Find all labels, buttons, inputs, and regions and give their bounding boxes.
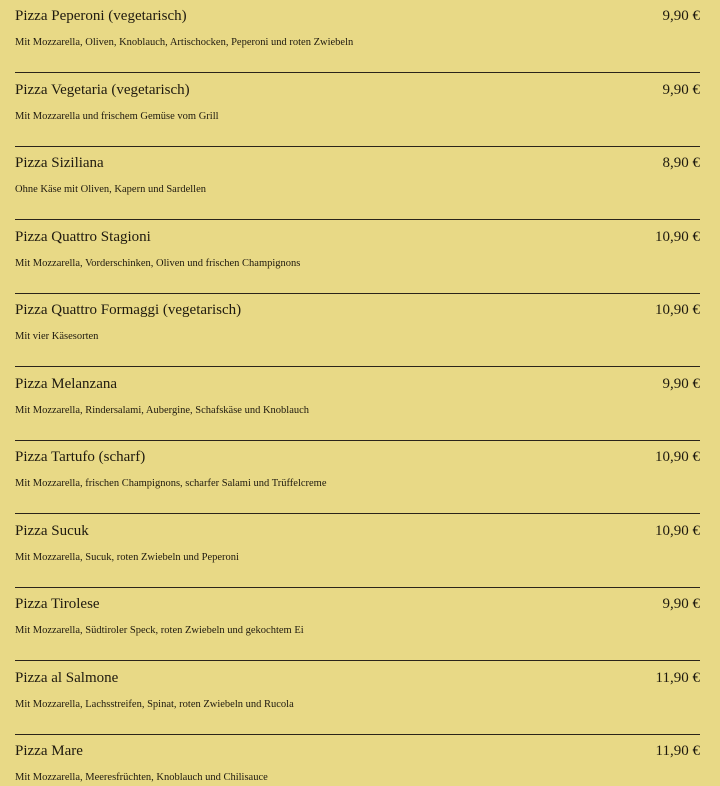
menu-item [15,294,700,367]
item-price: 10,90 € [655,228,700,245]
item-price: 10,90 € [655,302,700,318]
item-name: Pizza Quattro Formaggi (vegetarisch) [15,302,242,318]
item-name: Pizza Quattro Stagioni [15,228,151,245]
item-name: Pizza Melanzana [15,375,118,392]
item-name: Pizza Vegetaria (vegetarisch) [15,81,190,98]
item-price: 10,90 € [655,522,700,539]
item-description: Mit Mozzarella, Oliven, Knoblauch, Artischocken, Peperoni und roten Zwiebeln [15,37,354,48]
item-description: Mit Mozzarella, Vorderschinken, Oliven und frischen Champignons [15,257,301,269]
item-price: 10,90 € [655,449,700,465]
item-price: 9,90 € [662,375,700,392]
item-description: Mit Mozzarella, Meeresfrüchten, Knoblauch und Chilisauce [15,772,268,783]
item-description: Mit Mozzarella, Südtiroler Speck, roten Zwiebeln und gekochtem Ei [15,625,304,636]
item-name: Pizza Peperoni (vegetarisch) [15,8,187,24]
item-price: 11,90 € [655,743,700,759]
item-name: Pizza al Salmone [15,669,119,686]
item-description: Mit vier Käsesorten [15,331,99,342]
menu-item [15,368,700,441]
item-price: 8,90 € [662,155,700,171]
menu-item [15,147,700,220]
menu-item [15,588,700,661]
item-description: Mit Mozzarella, Rindersalami, Aubergine, Schafskäse und Knoblauch [15,404,310,416]
item-description: Mit Mozzarella und frischem Gemüse vom Grill [15,110,219,122]
menu-item [15,74,700,147]
item-description: Mit Mozzarella, Sucuk, roten Zwiebeln und Peperoni [15,551,239,563]
item-name: Pizza Siziliana [15,155,104,171]
item-name: Pizza Tartufo (scharf) [15,449,146,465]
item-description: Ohne Käse mit Oliven, Kapern und Sardellen [15,184,206,195]
item-name: Pizza Sucuk [15,522,89,539]
item-price: 9,90 € [662,81,700,98]
item-price: 11,90 € [655,669,700,686]
item-price: 9,90 € [662,8,700,24]
menu-item [15,441,700,514]
menu-item [15,0,700,73]
item-price: 9,90 € [662,596,700,612]
menu-item [15,662,700,735]
menu-item [15,515,700,588]
item-description: Mit Mozzarella, frischen Champignons, scharfer Salami und Trüffelcreme [15,478,327,489]
item-name: Pizza Tirolese [15,596,100,612]
menu-item [15,221,700,294]
menu-item [15,735,700,786]
item-description: Mit Mozzarella, Lachsstreifen, Spinat, roten Zwiebeln und Rucola [15,698,294,710]
item-name: Pizza Mare [15,743,83,759]
